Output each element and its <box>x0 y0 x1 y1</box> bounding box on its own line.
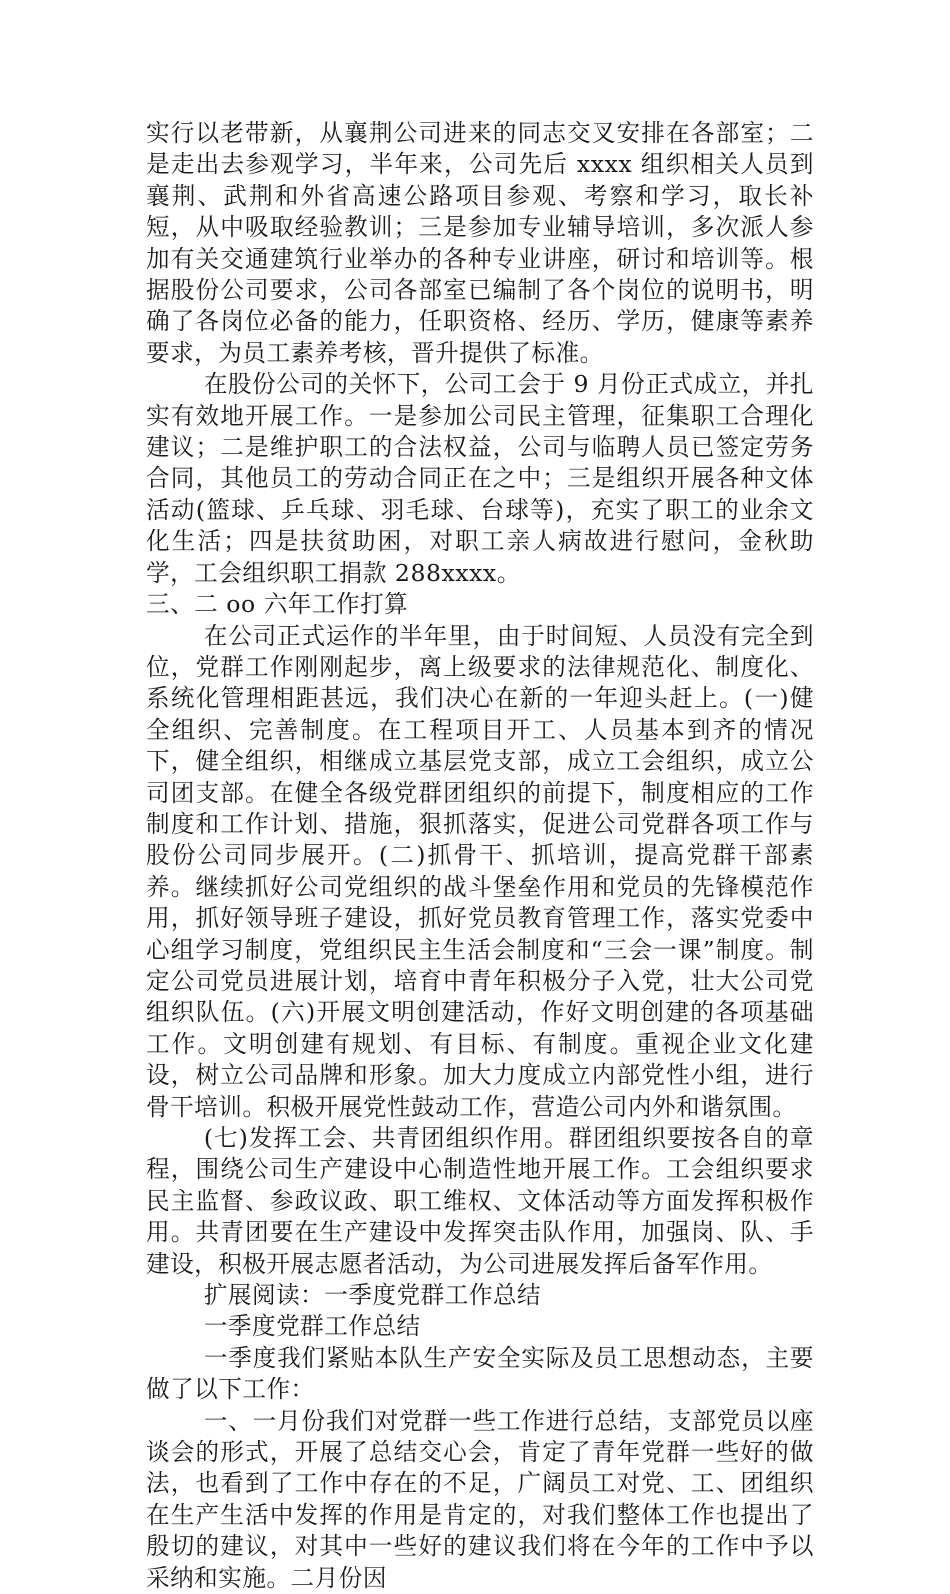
paragraph-union-league: (七)发挥工会、共青团组织作用。群团组织要按各自的章程，围绕公司生产建设中心制造性地开展工作。工会组织要求民主监督、参政议政、职工维权、文体活动等方面发挥积极作用。共青团要在生产建设中发挥突击队作用，加强岗、队、手建设，积极开展志愿者活动，为公司进展发挥后备军作用。 <box>146 1124 814 1278</box>
document-page <box>146 118 814 1594</box>
section-heading-plan: 三、二 oo 六年工作打算 <box>146 590 409 619</box>
extended-reading-heading: 扩展阅读：一季度党群工作总结 <box>203 1281 542 1310</box>
summary-title: 一季度党群工作总结 <box>203 1312 421 1341</box>
paragraph-january: 一、一月份我们对党群一些工作进行总结，支部党员以座谈会的形式，开展了总结交心会，肯定了青年党群一些好的做法，也看到了工作中存在的不足，广阔员工对党、工、团组织在生产生活中发挥的作用是肯定的，对我们整体工作也提出了殷切的建议，对其中一些好的建议我们将在今年的工作中予以采纳和实施。二月份因 <box>146 1406 814 1592</box>
paragraph-training: 实行以老带新，从襄荆公司进来的同志交叉安排在各部室；二是走出去参观学习，半年来，公司先后 xxxx 组织相关人员到襄荆、武荆和外省高速公路项目参观、考察和学习，取长补短，从中吸取经验教训；三是参加专业辅导培训，多次派人参加有关交通建筑行业举办的各种专业讲座，研讨和培训等。根据股份公司要求，公司各部室已编制了各个岗位的说明书，明确了各岗位必备的能力，任职资格、经历、学历，健康等素养要求，为员工素养考核，晋升提供了标准。 <box>146 119 814 367</box>
paragraph-union: 在股份公司的关怀下，公司工会于 9 月份正式成立，并扎实有效地开展工作。一是参加公司民主管理，征集职工合理化建议；二是维护职工的合法权益，公司与临聘人员已签定劳务合同，其他员工的劳动合同正在之中；三是组织开展各种文体活动(篮球、乒乓球、羽毛球、台球等)，充实了职工的业余文化生活；四是扶贫助困，对职工亲人病故进行慰问，金秋助学，工会组织职工捐款 288xxxx。 <box>146 370 814 587</box>
paragraph-plan: 在公司正式运作的半年里，由于时间短、人员没有完全到位，党群工作刚刚起步，离上级要求的法律规范化、制度化、系统化管理相距甚远，我们决心在新的一年迎头赶上。(一)健全组织、完善制度。在工程项目开工、人员基本到齐的情况下，健全组织，相继成立基层党支部，成立工会组织，成立公司团支部。在健全各级党群团组织的前提下，制度相应的工作制度和工作计划、措施，狠抓落实，促进公司党群各项工作与股份公司同步展开。(二)抓骨干、抓培训，提高党群干部素养。继续抓好公司党组织的战斗堡垒作用和党员的先锋模范作用，抓好领导班子建设，抓好党员教育管理工作，落实党委中心组学习制度，党组织民主生活会制度和“三会一课”制度。制定公司党员进展计划，培育中青年积极分子入党，壮大公司党组织队伍。(六)开展文明创建活动，作好文明创建的各项基础工作。文明创建有规划、有目标、有制度。重视企业文化建设，树立公司品牌和形象。加大力度成立内部党性小组，进行骨干培训。积极开展党性鼓动工作，营造公司内外和谐氛围。 <box>146 621 814 1121</box>
paragraph-summary-intro: 一季度我们紧贴本队生产安全实际及员工思想动态，主要做了以下工作： <box>146 1343 814 1404</box>
